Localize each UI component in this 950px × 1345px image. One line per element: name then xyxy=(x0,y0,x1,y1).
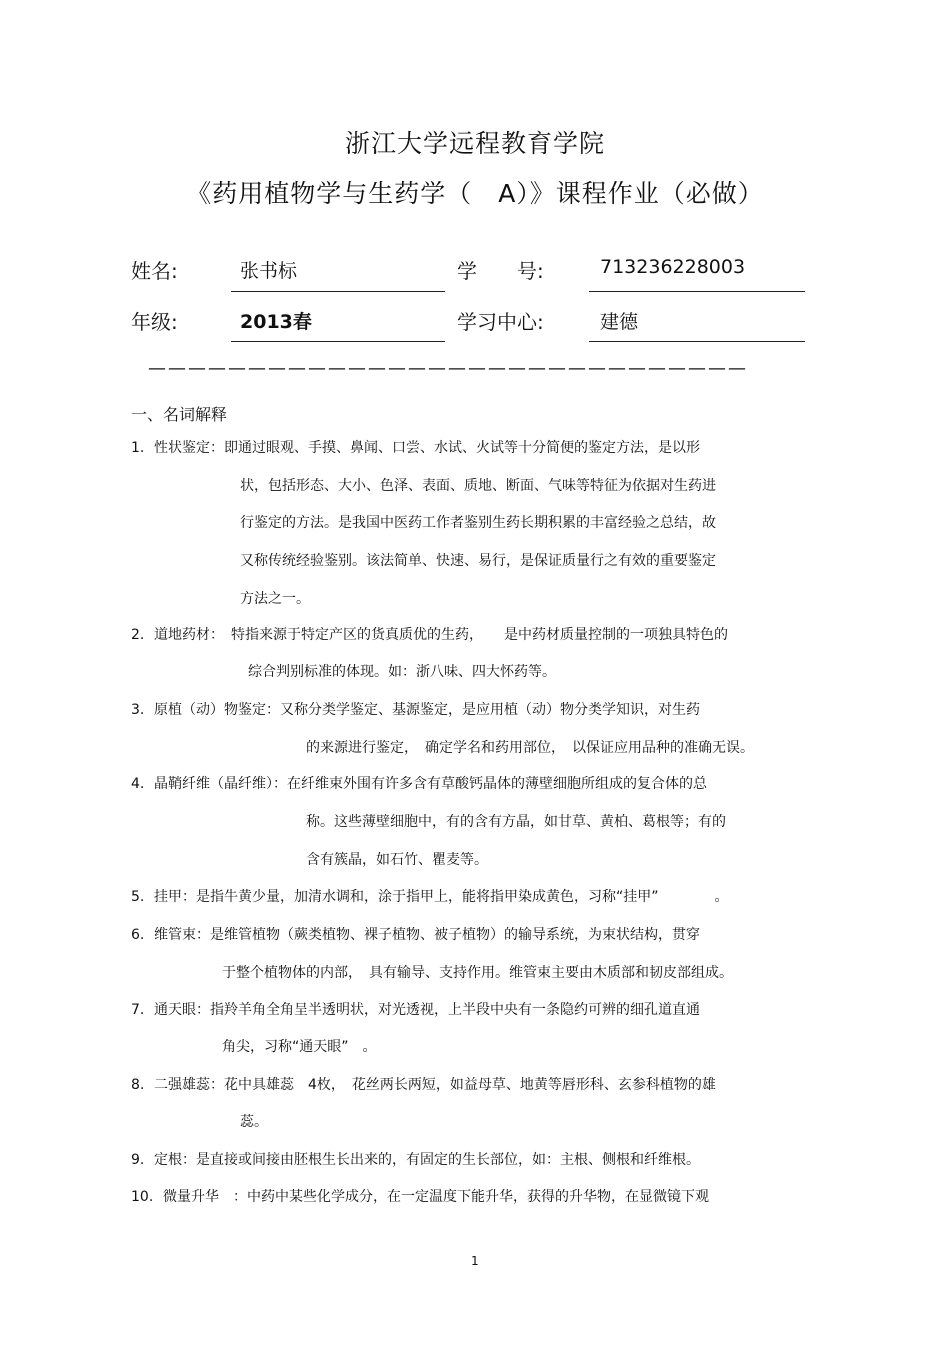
center-underline xyxy=(589,341,805,342)
item-line: 行鉴定的方法。是我国中医药工作者鉴别生药长期积累的丰富经验之总结，故 xyxy=(240,515,716,531)
name-underline xyxy=(231,291,445,292)
id-value: 713236228003 xyxy=(600,256,746,278)
grade-underline xyxy=(231,341,445,342)
item-line: 微量升华 ：中药中某些化学成分，在一定温度下能升华，获得的升华物，在显微镜下观 xyxy=(163,1189,709,1205)
course-title: 《药用植物学与生药学（ A）》课程作业（必做） xyxy=(186,179,764,208)
id-underline xyxy=(589,291,805,292)
item-line: 综合判别标准的体现。如：浙八味、四大怀药等。 xyxy=(248,664,556,680)
item-number: 2. xyxy=(131,627,145,643)
item-line: 原植（动）物鉴定：又称分类学鉴定、基源鉴定，是应用植（动）物分类学知识，对生药 xyxy=(154,702,700,718)
id-label: 学 号: xyxy=(457,259,544,283)
item-line: 蕊。 xyxy=(240,1114,268,1130)
item-line: 定根：是直接或间接由胚根生长出来的，有固定的生长部位，如：主根、侧根和纤维根。 xyxy=(154,1152,700,1168)
item-line: 通天眼：指羚羊角全角呈半透明状，对光透视，上半段中央有一条隐约可辨的细孔道直通 xyxy=(154,1002,700,1018)
item-number: 4. xyxy=(131,776,145,792)
item-line: 于整个植物体的内部， 具有输导、支持作用。维管束主要由木质部和韧皮部组成。 xyxy=(222,965,733,981)
document-title: 浙江大学远程教育学院 xyxy=(344,129,605,158)
center-value: 建德 xyxy=(600,311,639,333)
grade-value: 2013春 xyxy=(240,311,312,333)
item-number: 3. xyxy=(131,702,145,718)
section-heading: 一、名词解释 xyxy=(131,405,228,424)
item-line: 二强雄蕊：花中具雄蕊 4枚， 花丝两长两短，如益母草、地黄等唇形科、玄参科植物的雄 xyxy=(154,1077,716,1093)
separator-line: —————————————————————————————— xyxy=(148,358,748,379)
item-number: 10. xyxy=(131,1189,154,1205)
grade-label: 年级: xyxy=(131,310,178,334)
item-line: 挂甲：是指牛黄少量，加清水调和，涂于指甲上，能将指甲染成黄色，习称“挂甲” 。 xyxy=(154,889,729,905)
item-line: 晶鞘纤维（晶纤维）：在纤维束外围有许多含有草酸钙晶体的薄壁细胞所组成的复合体的总 xyxy=(154,776,707,792)
item-line: 含有簇晶，如石竹、瞿麦等。 xyxy=(306,852,488,868)
item-number: 6. xyxy=(131,927,145,943)
item-line: 称。这些薄壁细胞中，有的含有方晶，如甘草、黄柏、葛根等；有的 xyxy=(306,814,726,830)
item-line: 维管束：是维管植物（蕨类植物、裸子植物、被子植物）的输导系统，为束状结构，贯穿 xyxy=(154,927,700,943)
name-value: 张书标 xyxy=(240,260,298,282)
name-label: 姓名: xyxy=(131,259,178,283)
item-number: 9. xyxy=(131,1152,145,1168)
item-number: 7. xyxy=(131,1002,145,1018)
item-line: 方法之一。 xyxy=(240,591,310,607)
item-line: 角尖，习称“通天眼” 。 xyxy=(222,1039,377,1055)
item-number: 8. xyxy=(131,1077,145,1093)
item-number: 1. xyxy=(131,440,145,456)
item-line: 又称传统经验鉴别。该法简单、快速、易行，是保证质量行之有效的重要鉴定 xyxy=(240,553,716,569)
center-label: 学习中心: xyxy=(457,310,544,334)
item-line: 的来源进行鉴定， 确定学名和药用部位， 以保证应用品种的准确无误。 xyxy=(306,740,754,756)
item-number: 5. xyxy=(131,889,145,905)
page-number: 1 xyxy=(471,1254,479,1268)
item-line: 性状鉴定：即通过眼观、手摸、鼻闻、口尝、水试、火试等十分简便的鉴定方法，是以形 xyxy=(154,440,700,456)
item-line: 状，包括形态、大小、色泽、表面、质地、断面、气味等特征为依据对生药进 xyxy=(240,478,716,494)
item-line: 道地药材： 特指来源于特定产区的货真质优的生药， 是中药材质量控制的一项独具特色的 xyxy=(154,627,728,643)
